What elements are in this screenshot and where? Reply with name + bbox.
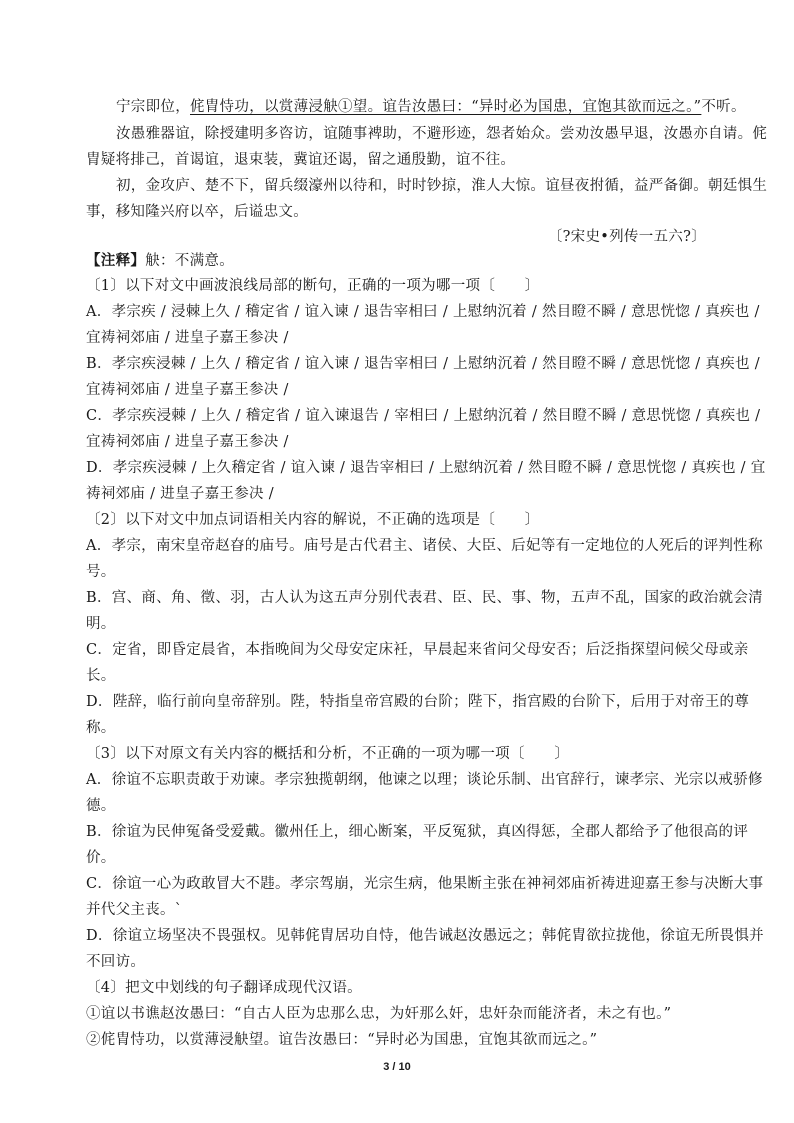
question-1-stem: 〔1〕以下对文中画波浪线局部的断句，正确的一项为哪一项〔 〕 xyxy=(86,278,540,294)
passage-paragraph-2-line-2: 胄疑将排己，首谒谊，退束装，冀谊还谒，留之通殷勤，谊不往。 xyxy=(86,152,516,168)
question-1-option-a: A．孝宗疾 / 浸棘上久 / 稽定省 / 谊入谏 / 退告宰相曰 / 上慰纳沉着 / 然目瞪不瞬 / 意思恍惚 / 真疾也 / xyxy=(86,304,760,320)
question-1-option-b: B．孝宗疾浸棘 / 上久 / 稽定省 / 谊入谏 / 退告宰相曰 / 上慰纳沉着 / 然目瞪不瞬 / 意思恍惚 / 真疾也 / xyxy=(86,356,760,372)
passage-paragraph-3-line-1: 初，金攻庐、楚不下，留兵缀濠州以待和，时时钞掠，淮人大惊。谊昼夜拊循，益严备御。朝廷惧生 xyxy=(116,178,768,194)
question-2-stem: 〔2〕以下对文中加点词语相关内容的解说，不正确的选项是〔 〕 xyxy=(86,512,540,528)
note-text: 觖：不满意。 xyxy=(145,253,235,269)
question-1-option-c-cont: 宜祷祠郊庙 / 进皇子嘉王参决 / xyxy=(86,434,289,450)
question-2-option-c-cont: 长。 xyxy=(86,668,116,684)
question-1-option-d-cont: 祷祠郊庙 / 进皇子嘉王参决 / xyxy=(86,486,274,502)
passage-paragraph-1 xyxy=(116,97,746,117)
question-3-option-c-cont: 并代父主丧。` xyxy=(86,902,183,918)
question-3-option-b-cont: 价。 xyxy=(86,850,116,866)
passage-paragraph-2-line-1: 汝愚雅器谊，除授建明多咨访，谊随事裨助，不避形迹，怨者始众。尝劝汝愚早退，汝愚亦自请。侂 xyxy=(116,126,768,142)
question-3-option-d-cont: 不回访。 xyxy=(86,954,146,970)
question-3-option-b: B．徐谊为民伸冤备受爱戴。徽州任上，细心断案，平反冤狱，真凶得惩，全郡人都给予了他很高的评 xyxy=(86,824,749,840)
question-4-item-2: ②侂胄恃功，以赏薄浸觖望。谊告汝愚曰：“异时必为国患，宜饱其欲而远之。” xyxy=(86,1032,598,1048)
underlined-sentence: 侂胄恃功，以赏薄浸觖①望。谊告汝愚曰：“异时必为国患，宜饱其欲而远之。” xyxy=(190,99,702,115)
question-3-option-c: C．徐谊一心为政敢冒大不韪。孝宗驾崩，光宗生病，他果断主张在神祠郊庙祈祷进迎嘉王参与决断大事 xyxy=(86,876,764,892)
question-2-option-d: D．陛辞，临行前向皇帝辞别。陛，特指皇帝宫殿的台阶；陛下，指宫殿的台阶下，后用于对帝王的尊 xyxy=(86,694,750,710)
source-citation: 〔?宋史•列传一五六?〕 xyxy=(547,229,706,245)
note-label: 【注释】 xyxy=(86,252,146,269)
question-3-option-d: D．徐谊立场坚决不畏强权。见韩侂胄居功自恃，他告诫赵汝愚远之；韩侂胄欲拉拢他，徐谊无所畏惧并 xyxy=(86,928,764,944)
question-4-stem: 〔4〕把文中划线的句子翻译成现代汉语。 xyxy=(86,980,362,996)
question-2-option-b-cont: 明。 xyxy=(86,616,116,632)
question-2-option-a-cont: 号。 xyxy=(86,564,116,580)
question-3-option-a-cont: 德。 xyxy=(86,798,116,814)
annotation-note xyxy=(86,251,716,271)
question-1-option-b-cont: 宜祷祠郊庙 / 进皇子嘉王参决 / xyxy=(86,382,289,398)
passage-text: 不听。 xyxy=(701,99,746,115)
question-3-option-a: A．徐谊不忘职责敢于劝谏。孝宗独揽朝纲，他谏之以理；谈论乐制、出官辞行，谏孝宗、光宗以戒骄修 xyxy=(86,772,763,788)
question-2-option-a: A．孝宗，南宋皇帝赵昚的庙号。庙号是古代君主、诸侯、大臣、后妃等有一定地位的人死后的评判性称 xyxy=(86,538,763,554)
question-1-option-d: D．孝宗疾浸棘 / 上久稽定省 / 谊入谏 / 退告宰相曰 / 上慰纳沉着 / 然目瞪不瞬 / 意思恍惚 / 真疾也 / 宜 xyxy=(86,460,766,476)
question-3-stem: 〔3〕以下对原文有关内容的概括和分析，不正确的一项为哪一项〔 〕 xyxy=(86,746,570,762)
passage-paragraph-3-line-2: 事，移知隆兴府以卒，后谥忠文。 xyxy=(86,204,308,220)
page-number: 3 / 10 xyxy=(383,1061,411,1073)
question-2-option-b: B．宫、商、角、徵、羽，古人认为这五声分别代表君、臣、民、事、物，五声不乱，国家的政治就会清 xyxy=(86,590,763,606)
question-2-option-c: C．定省，即昏定晨省，本指晚间为父母安定床衽，早晨起来省问父母安否；后泛指探望问候父母或亲 xyxy=(86,642,749,658)
question-1-option-a-cont: 宜祷祠郊庙 / 进皇子嘉王参决 / xyxy=(86,330,289,346)
question-4-item-1: ①谊以书谯赵汝愚曰：“自古人臣为忠那么忠，为奸那么奸，忠奸杂而能济者，未之有也。” xyxy=(86,1006,672,1022)
question-2-option-d-cont: 称。 xyxy=(86,720,116,736)
question-1-option-c: C．孝宗疾浸棘 / 上久 / 稽定省 / 谊入谏退告 / 宰相曰 / 上慰纳沉着 / 然目瞪不瞬 / 意思恍惚 / 真疾也 / xyxy=(86,408,761,424)
passage-text: 宁宗即位， xyxy=(116,99,190,115)
